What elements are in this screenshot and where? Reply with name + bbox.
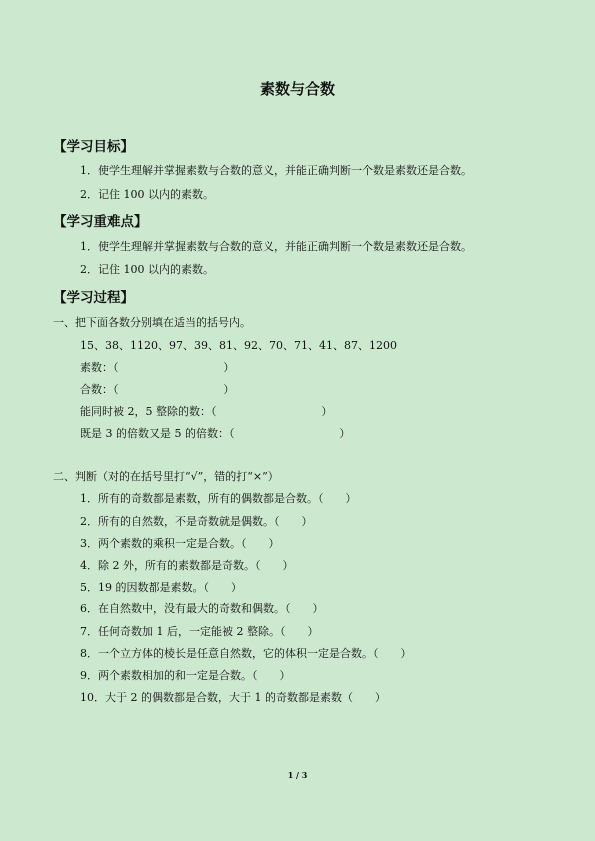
number-list: 15、38、1120、97、39、81、92、70、71、41、87、1200: [80, 339, 397, 352]
key-point-item: 1．使学生理解并掌握素数与合数的意义，并能正确判断一个数是素数还是合数。: [80, 240, 472, 253]
judge-item: 5．19 的因数都是素数。（ ）: [80, 581, 242, 594]
judge-item: 1．所有的奇数都是素数，所有的偶数都是合数。（ ）: [80, 492, 357, 505]
fill-row-prime: 素数：（ ）: [80, 361, 235, 374]
judge-item: 7．任何奇数加 1 后，一定能被 2 整除。（ ）: [80, 625, 319, 638]
process-heading: 【学习过程】: [53, 290, 134, 306]
section1-intro: 一、把下面各数分别填在适当的括号内。: [53, 316, 251, 329]
fill-row-mult-3-5: 既是 3 的倍数又是 5 的倍数：（ ）: [80, 427, 351, 440]
judge-item: 3．两个素数的乘积一定是合数。（ ）: [80, 537, 280, 550]
goal-item: 1．使学生理解并掌握素数与合数的意义，并能正确判断一个数是素数还是合数。: [80, 164, 472, 177]
judge-item: 8．一个立方体的棱长是任意自然数，它的体积一定是合数。（ ）: [80, 647, 412, 660]
page-number: 1 / 3: [287, 770, 308, 780]
judge-item: 6．在自然数中，没有最大的奇数和偶数。（ ）: [80, 602, 324, 615]
judge-item: 10．大于 2 的偶数都是合数，大于 1 的奇数都是素数（ ）: [80, 691, 386, 704]
fill-row-div-2-5: 能同时被 2，5 整除的数：（ ）: [80, 405, 333, 418]
goals-heading: 【学习目标】: [53, 139, 134, 155]
key-point-item: 2．记住 100 以内的素数。: [80, 263, 214, 276]
judge-item: 9．两个素数相加的和一定是合数。（ ）: [80, 669, 291, 682]
page-title: 素数与合数: [259, 80, 335, 98]
judge-item: 4．除 2 外，所有的素数都是奇数。（ ）: [80, 559, 294, 572]
key-points-heading: 【学习重难点】: [53, 214, 148, 230]
fill-row-composite: 合数：（ ）: [80, 383, 235, 396]
judge-item: 2．所有的自然数，不是奇数就是偶数。（ ）: [80, 515, 313, 528]
section2-intro: 二、判断（对的在括号里打“√”，错的打“×”）: [53, 470, 279, 483]
goal-item: 2．记住 100 以内的素数。: [80, 188, 214, 201]
